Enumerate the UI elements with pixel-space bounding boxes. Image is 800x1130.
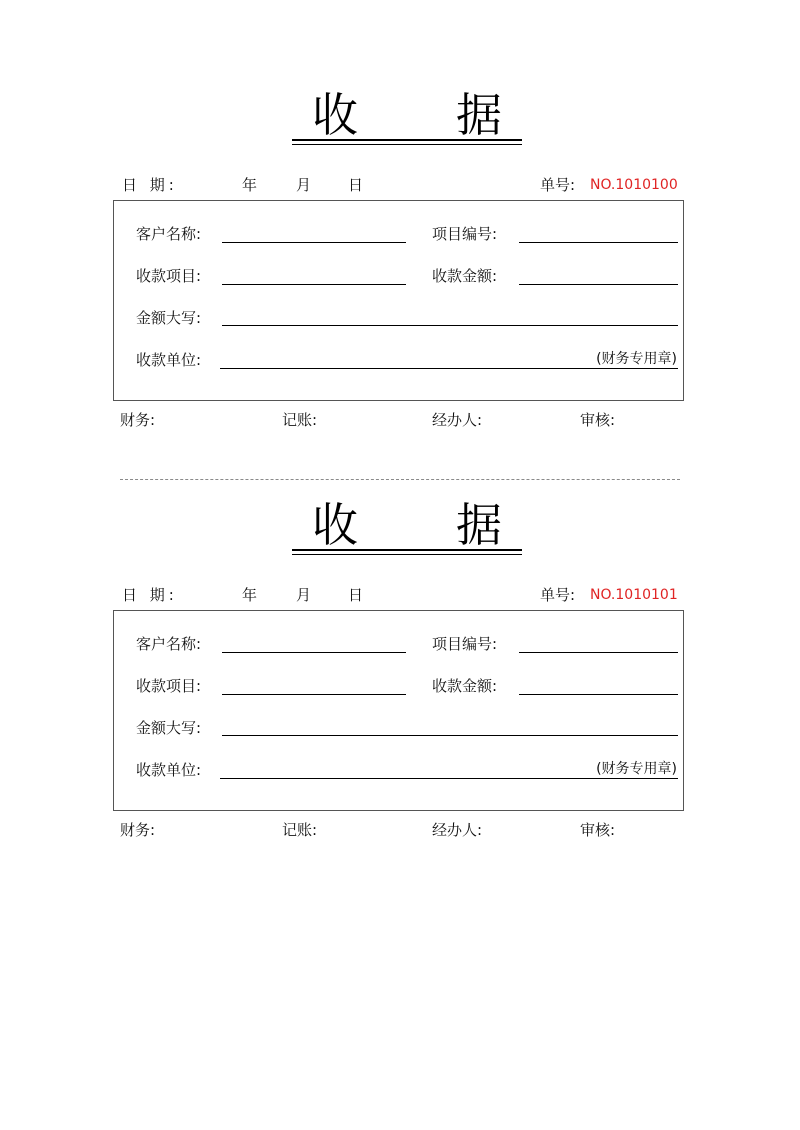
payment-item-label: 收款项目: [136, 677, 202, 695]
title-underline-thin [292, 554, 522, 555]
project-number-label: 项目编号: [432, 225, 498, 243]
title-underline-thick [292, 139, 522, 141]
title-underline-thin [292, 144, 522, 145]
finance-stamp-note: (财务专用章) [596, 761, 677, 777]
customer-name-label: 客户名称: [136, 635, 202, 653]
review-signature-label: 审核: [580, 821, 616, 839]
receipt-top [0, 88, 800, 429]
title-char-ju: 据 [456, 88, 502, 142]
serial-number: NO.1010100 [590, 177, 678, 193]
payment-amount-field[interactable] [519, 694, 678, 695]
customer-name-label: 客户名称: [136, 225, 202, 243]
amount-in-words-field[interactable] [222, 325, 678, 326]
amount-in-words-field[interactable] [222, 735, 678, 736]
receipt-body-box [113, 200, 684, 401]
receiving-unit-label: 收款单位: [136, 761, 202, 779]
payment-item-label: 收款项目: [136, 267, 202, 285]
day-label: 日 [348, 176, 364, 194]
title-char-ju: 据 [456, 498, 502, 552]
serial-label: 单号: [540, 176, 576, 194]
amount-in-words-label: 金额大写: [136, 309, 202, 327]
payment-amount-label: 收款金额: [432, 267, 498, 285]
date-label: 日 期: [122, 586, 178, 604]
day-label: 日 [348, 586, 364, 604]
handler-signature-label: 经办人: [432, 821, 483, 839]
title-char-shou: 收 [312, 498, 358, 552]
receipt-title [292, 498, 522, 558]
receipt-body-box [113, 610, 684, 811]
month-label: 月 [296, 176, 312, 194]
bookkeeping-signature-label: 记账: [282, 411, 318, 429]
year-label: 年 [242, 586, 258, 604]
serial-number: NO.1010101 [590, 587, 678, 603]
finance-signature-label: 财务: [120, 821, 156, 839]
customer-name-field[interactable] [222, 242, 406, 243]
receipt-bottom [0, 498, 800, 839]
review-signature-label: 审核: [580, 411, 616, 429]
bookkeeping-signature-label: 记账: [282, 821, 318, 839]
project-number-field[interactable] [519, 652, 678, 653]
date-label: 日 期: [122, 176, 178, 194]
finance-stamp-note: (财务专用章) [596, 351, 677, 367]
cut-line-divider [120, 479, 680, 480]
handler-signature-label: 经办人: [432, 411, 483, 429]
receiving-unit-field[interactable] [220, 368, 678, 369]
finance-signature-label: 财务: [120, 411, 156, 429]
payment-item-field[interactable] [222, 694, 406, 695]
title-char-shou: 收 [312, 88, 358, 142]
payment-item-field[interactable] [222, 284, 406, 285]
payment-amount-label: 收款金额: [432, 677, 498, 695]
year-label: 年 [242, 176, 258, 194]
project-number-label: 项目编号: [432, 635, 498, 653]
customer-name-field[interactable] [222, 652, 406, 653]
serial-label: 单号: [540, 586, 576, 604]
receipt-title [292, 88, 522, 148]
receiving-unit-label: 收款单位: [136, 351, 202, 369]
month-label: 月 [296, 586, 312, 604]
receiving-unit-field[interactable] [220, 778, 678, 779]
title-underline-thick [292, 549, 522, 551]
project-number-field[interactable] [519, 242, 678, 243]
payment-amount-field[interactable] [519, 284, 678, 285]
amount-in-words-label: 金额大写: [136, 719, 202, 737]
